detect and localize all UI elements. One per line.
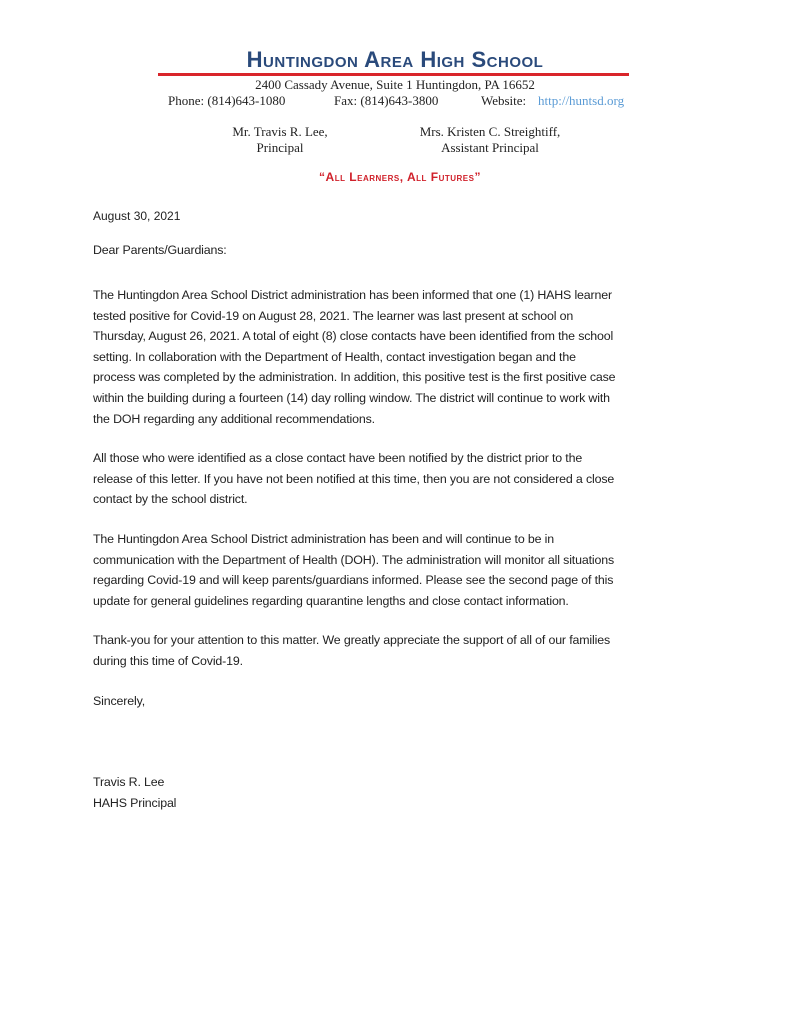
- paragraph-line: Thursday, August 26, 2021. A total of eight (8) close contacts have been identified from the school: [93, 329, 614, 344]
- assistant-principal-name: Mrs. Kristen C. Streightiff,: [419, 124, 561, 139]
- website-label: Website:: [481, 93, 527, 108]
- signature-title: HAHS Principal: [93, 796, 177, 810]
- website-link[interactable]: http://huntsd.org: [538, 93, 625, 108]
- paragraph-line: within the building during a fourteen (14) day rolling window. The district will continue to work with: [93, 390, 610, 405]
- paragraph-line: All those who were identified as a close contact have been notified by the district prior to the: [93, 451, 583, 465]
- paragraph-line: update for general guidelines regarding quarantine lengths and close contact information.: [93, 593, 569, 608]
- paragraph-line: setting. In collaboration with the Department of Health, contact investigation began and the: [93, 349, 576, 364]
- principal-name: Mr. Travis R. Lee,: [232, 124, 328, 139]
- phone-number: Phone: (814)643-1080: [168, 93, 286, 108]
- paragraph-line: contact by the school district.: [93, 492, 248, 507]
- paragraph-line: tested positive for Covid-19 on August 28, 2021. The learner was last present at school on: [93, 308, 574, 323]
- paragraph-line: regarding Covid-19 and will keep parents/guardians informed. Please see the second page of this: [93, 573, 614, 588]
- signature-name: Travis R. Lee: [93, 775, 165, 789]
- school-name-heading: Huntingdon Area High School: [246, 47, 544, 72]
- paragraph-line: communication with the Department of Health (DOH). The administration will monitor all situations: [93, 552, 614, 567]
- paragraph-line: the DOH regarding any additional recommendations.: [93, 411, 375, 426]
- assistant-principal-title: Assistant Principal: [441, 140, 539, 155]
- school-motto: “All Learners, All Futures”: [319, 170, 481, 184]
- principal-title: Principal: [256, 140, 304, 155]
- paragraph-2: [93, 448, 713, 510]
- paragraph-4: [93, 630, 713, 671]
- paragraph-line: process was completed by the administration. In addition, this positive test is the first positive case: [93, 370, 616, 385]
- salutation: Dear Parents/Guardians:: [93, 243, 227, 257]
- letterhead-divider: [158, 73, 629, 76]
- fax-number: Fax: (814)643-3800: [334, 93, 439, 108]
- letter-date: August 30, 2021: [93, 209, 181, 223]
- paragraph-line: during this time of Covid-19.: [93, 653, 243, 668]
- principal-block: [225, 124, 335, 156]
- paragraph-1: [93, 285, 713, 429]
- paragraph-line: release of this letter. If you have not been notified at this time, then you are not considered a close: [93, 471, 615, 486]
- paragraph-line: Thank-you for your attention to this matter. We greatly appreciate the support of all of our families: [93, 633, 611, 647]
- assistant-principal-block: [405, 124, 575, 156]
- paragraph-line: The Huntingdon Area School District administration has been informed that one (1) HAHS learner: [93, 288, 612, 302]
- paragraph-line: The Huntingdon Area School District administration has been and will continue to be in: [93, 532, 554, 546]
- closing: Sincerely,: [93, 694, 145, 708]
- paragraph-3: [93, 529, 713, 611]
- school-address: 2400 Cassady Avenue, Suite 1 Huntingdon, PA 16652: [255, 77, 535, 92]
